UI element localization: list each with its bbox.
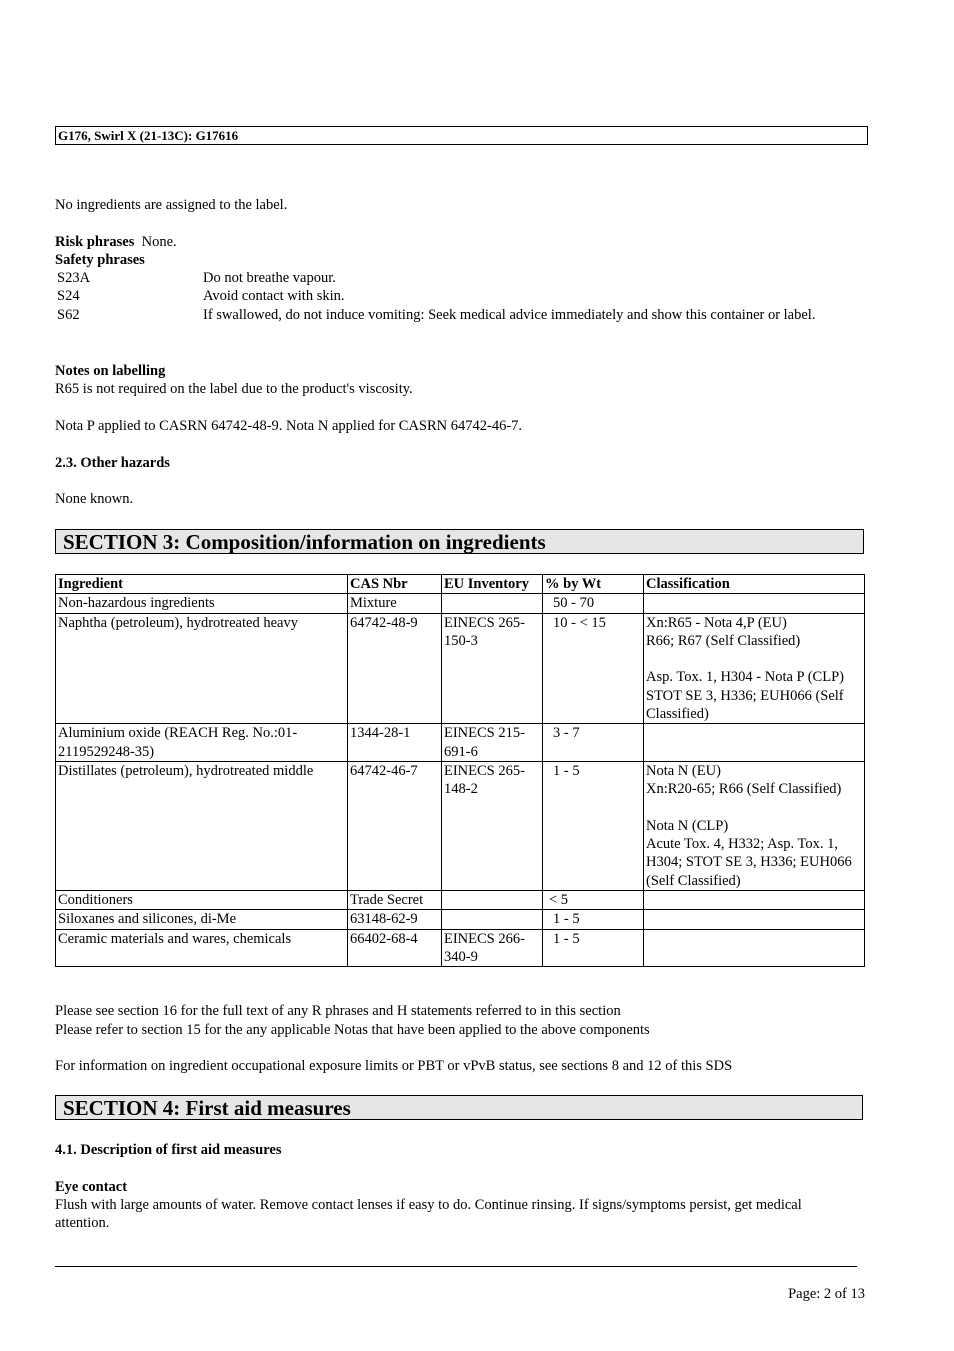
cell-classification — [644, 594, 865, 613]
table-row — [56, 929, 865, 967]
cell-pct: 1 - 5 — [543, 761, 644, 890]
classification-line: Nota N (CLP) — [646, 817, 729, 834]
classification-line: Acute Tox. 4, H332; Asp. Tox. 1, H304; STOT SE 3, H336; EUH066 (Self Classified) — [646, 836, 852, 889]
col-ingredient: Ingredient — [56, 575, 348, 594]
table-row — [56, 613, 865, 724]
cell-pct: 1 - 5 — [543, 929, 644, 967]
safety-phrase-text: Avoid contact with skin. — [203, 288, 345, 304]
no-ingredients-text: No ingredients are assigned to the label. — [55, 197, 288, 213]
cell-ingredient: Non-hazardous ingredients — [56, 594, 348, 613]
other-hazards-text: None known. — [55, 491, 134, 507]
section3-note-notas: Please refer to section 15 for the any applicable Notas that have been applied to the above components — [55, 1022, 650, 1038]
col-classification: Classification — [644, 575, 865, 594]
cell-pct: 1 - 5 — [543, 910, 644, 929]
classification-line: STOT SE 3, H336; EUH066 (Self Classified) — [646, 687, 844, 723]
safety-phrase-row — [57, 306, 857, 324]
cell-ingredient: Conditioners — [56, 891, 348, 910]
risk-phrases-label: Risk phrases — [55, 234, 135, 250]
cell-pct: 3 - 7 — [543, 724, 644, 762]
cell-ingredient: Ceramic materials and wares, chemicals — [56, 929, 348, 967]
cell-ingredient: Distillates (petroleum), hydrotreated middle — [56, 761, 348, 890]
cell-cas: Trade Secret — [348, 891, 442, 910]
page-number: Page: 2 of 13 — [788, 1286, 865, 1302]
cell-classification — [644, 761, 865, 890]
classification-line: Xn:R65 - Nota 4,P (EU) — [646, 614, 787, 631]
table-row — [56, 910, 865, 929]
safety-phrase-code: S23A — [57, 270, 91, 286]
cell-ingredient: Naphtha (petroleum), hydrotreated heavy — [56, 613, 348, 724]
cell-classification — [644, 613, 865, 724]
cell-pct: 50 - 70 — [543, 594, 644, 613]
safety-phrase-row — [57, 269, 857, 287]
notes-nota: Nota P applied to CASRN 64742-48-9. Nota N applied for CASRN 64742-46-7. — [55, 418, 523, 434]
safety-phrase-code: S24 — [57, 288, 80, 304]
other-hazards-title: 2.3. Other hazards — [55, 455, 170, 471]
table-row — [56, 891, 865, 910]
product-header: G176, Swirl X (21-13C): G17616 — [55, 126, 868, 145]
safety-phrase-text: Do not breathe vapour. — [203, 270, 336, 286]
cell-cas: 64742-46-7 — [348, 761, 442, 890]
safety-phrase-text: If swallowed, do not induce vomiting: Seek medical advice immediately and show this container or label. — [203, 307, 816, 323]
classification-line: R66; R67 (Self Classified) — [646, 632, 801, 649]
eye-contact-label: Eye contact — [55, 1179, 128, 1195]
table-row — [56, 594, 865, 613]
classification-spacer — [646, 799, 862, 817]
safety-phrases-label: Safety phrases — [55, 252, 145, 268]
col-eu-inventory: EU Inventory — [442, 575, 543, 594]
section4-subheading: 4.1. Description of first aid measures — [55, 1142, 282, 1158]
ingredients-table — [55, 574, 865, 967]
cell-cas: 1344-28-1 — [348, 724, 442, 762]
cell-pct: < 5 — [543, 891, 644, 910]
risk-phrases-value: None. — [141, 234, 177, 250]
cell-cas: 64742-48-9 — [348, 613, 442, 724]
cell-classification — [644, 910, 865, 929]
classification-line: Nota N (EU) — [646, 762, 721, 779]
cell-eu — [442, 594, 543, 613]
cell-eu: EINECS 266-340-9 — [442, 929, 543, 967]
section3-note-exposure: For information on ingredient occupational exposure limits or PBT or vPvB status, see sections 8 and 12 of this SDS — [55, 1058, 733, 1074]
cell-cas: Mixture — [348, 594, 442, 613]
cell-classification — [644, 724, 865, 762]
table-row — [56, 724, 865, 762]
cell-eu: EINECS 215-691-6 — [442, 724, 543, 762]
classification-line: Xn:R20-65; R66 (Self Classified) — [646, 781, 842, 798]
cell-ingredient: Aluminium oxide (REACH Reg. No.:01-2119529248-35) — [56, 724, 348, 762]
cell-cas: 63148-62-9 — [348, 910, 442, 929]
cell-eu — [442, 910, 543, 929]
classification-line: Asp. Tox. 1, H304 - Nota P (CLP) — [646, 669, 844, 686]
cell-ingredient: Siloxanes and silicones, di-Me — [56, 910, 348, 929]
cell-pct: 10 - < 15 — [543, 613, 644, 724]
cell-eu — [442, 891, 543, 910]
section3-note-r-phrases: Please see section 16 for the full text of any R phrases and H statements referred to in this section — [55, 1003, 621, 1019]
col-cas: CAS Nbr — [348, 575, 442, 594]
eye-contact-text: Flush with large amounts of water. Remove contact lenses if easy to do. Continue rinsing. If signs/symptoms persist, get medical attention. — [55, 1197, 802, 1232]
risk-phrases — [55, 233, 177, 251]
safety-phrase-row — [57, 287, 857, 305]
section3-heading: SECTION 3: Composition/information on ingredients — [55, 529, 864, 554]
table-row — [56, 761, 865, 890]
footer-rule — [55, 1266, 857, 1267]
section4-heading: SECTION 4: First aid measures — [55, 1095, 863, 1120]
classification-spacer — [646, 650, 862, 668]
cell-classification — [644, 929, 865, 967]
notes-r65: R65 is not required on the label due to the product's viscosity. — [55, 381, 413, 397]
col-pct-wt: % by Wt — [543, 575, 644, 594]
cell-classification — [644, 891, 865, 910]
cell-cas: 66402-68-4 — [348, 929, 442, 967]
table-header-row — [56, 575, 865, 594]
cell-eu: EINECS 265-148-2 — [442, 761, 543, 890]
notes-labelling-label: Notes on labelling — [55, 363, 166, 379]
cell-eu: EINECS 265-150-3 — [442, 613, 543, 724]
safety-phrase-code: S62 — [57, 307, 80, 323]
